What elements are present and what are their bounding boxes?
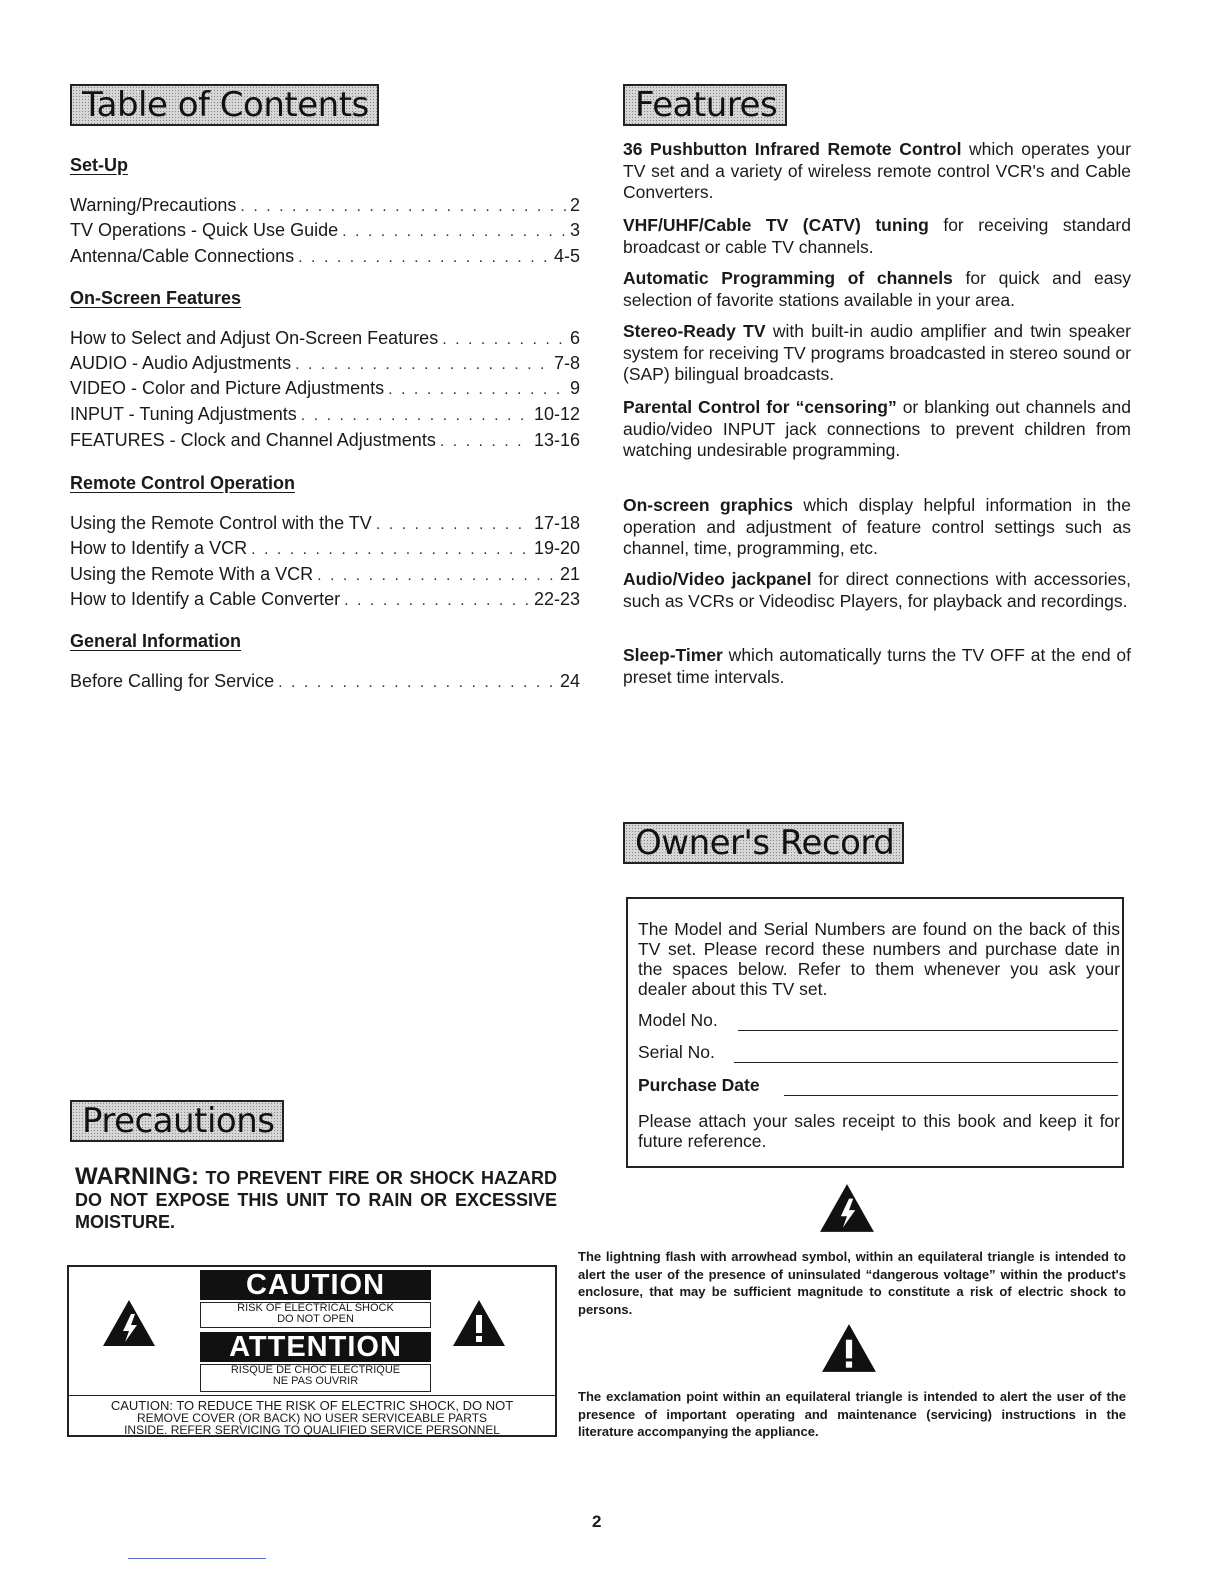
model-label: Model No. [638,1010,718,1030]
attention-label: ATTENTION [200,1332,431,1362]
feature-item: VHF/UHF/Cable TV (CATV) tuning for receiving standard broadcast or cable TV channels. [623,215,1131,257]
toc-entry: AUDIO - Audio Adjustments . . . 7-8 [70,353,580,377]
lightning-symbol-text: The lightning flash with arrowhead symbol, within an equilateral triangle is intended to alert the user of the presence of uninsulated “dangerous voltage” within the product's enclosure, that may be sufficient magnitude to constitute a risk of electric shock to persons. [578,1249,1126,1317]
serial-label: Serial No. [638,1042,715,1062]
caution-label: CAUTION [200,1270,431,1300]
toc-section-onscreen: On-Screen Features [70,288,242,308]
page-number: 2 [592,1512,602,1531]
toc-entry: FEATURES - Clock and Channel Adjustments . . . 13-16 [70,430,580,454]
lightning-symbol-icon [818,1182,876,1234]
toc-entry: VIDEO - Color and Picture Adjustments . . . 9 [70,378,580,402]
toc-entry: TV Operations - Quick Use Guide . . . 3 [70,220,580,244]
receipt-note: Please attach your sales receipt to this book and keep it for future reference. [638,1111,1120,1151]
owners-record-heading: Owner's Record [623,822,904,864]
precautions-heading: Precautions [70,1100,284,1142]
toc-entry: Before Calling for Service . . . 24 [70,671,580,695]
feature-item: 36 Pushbutton Infrared Remote Control which operates your TV set and a variety of wireless remote control VCR's and Cable Converters. [623,139,1131,202]
purchase-date-label: Purchase Date [638,1075,760,1095]
toc-entry: How to Identify a VCR . . . 19-20 [70,538,580,562]
toc-entry: Warning/Precautions . . . 2 [70,195,580,219]
feature-item: Stereo-Ready TV with built-in audio amplifier and twin speaker system for receiving TV programs broadcasted in stereo sound or (SAP) bilingual broadcasts. [623,321,1132,384]
caution-subtext: RISK OF ELECTRICAL SHOCK DO NOT OPEN [200,1302,431,1328]
toc-entry: INPUT - Tuning Adjustments . . . 10-12 [70,404,580,428]
features-heading: Features [623,84,787,126]
warning-text: WARNING: TO PREVENT FIRE OR SHOCK HAZARD DO NOT EXPOSE THIS UNIT TO RAIN OR EXCESSIVE MOISTURE. [75,1163,557,1232]
purchase-date-field[interactable] [784,1095,1118,1096]
feature-item: Parental Control for “censoring” or blanking out channels and audio/video INPUT jack connections to prevent children from watching undesirable programming. [623,397,1131,460]
toc-section-remote: Remote Control Operation [70,473,296,493]
toc-heading: Table of Contents [70,84,379,126]
toc-entry: Using the Remote With a VCR . . . 21 [70,564,580,588]
toc-section-setup: Set-Up [70,155,128,175]
caution-footer: CAUTION: TO REDUCE THE RISK OF ELECTRIC SHOCK, DO NOT REMOVE COVER (OR BACK) NO USER SERVICEABLE PARTS INSIDE. REFER SERVICING TO QUALIFIED SERVICE PERSONNEL [69,1395,555,1435]
lightning-triangle-icon [101,1298,157,1348]
feature-item: Sleep-Timer which automatically turns the TV OFF at the end of preset time intervals. [623,645,1131,687]
exclamation-symbol-icon [820,1322,878,1374]
toc-entry: Antenna/Cable Connections . . . 4-5 [70,246,580,270]
model-field[interactable] [738,1030,1118,1031]
toc-entry: How to Select and Adjust On-Screen Features . . . 6 [70,328,580,352]
feature-item: Audio/Video jackpanel for direct connections with accessories, such as VCRs or Videodisc Players, for playback and recordings. [623,569,1132,611]
attention-subtext: RISQUE DE CHOC ELECTRIQUE NE PAS OUVRIR [200,1364,431,1392]
serial-field[interactable] [734,1062,1118,1063]
feature-item: On-screen graphics which display helpful information in the operation and adjustment of feature control settings such as channel, time, programming, etc. [623,495,1131,558]
feature-item: Automatic Programming of channels for quick and easy selection of favorite stations available in your area. [623,268,1132,310]
toc-section-general: General Information [70,631,242,651]
exclamation-triangle-icon [451,1298,507,1348]
exclamation-symbol-text: The exclamation point within an equilateral triangle is intended to alert the user of the presence of important operating and maintenance (servicing) instructions in the literature accompanying the appliance. [578,1389,1126,1439]
toc-entry: How to Identify a Cable Converter . . . 22-23 [70,589,580,613]
owners-record-intro: The Model and Serial Numbers are found on the back of this TV set. Please record these numbers and purchase date in the spaces below. Refer to them whenever you ask your dealer about this TV set. [638,919,1120,999]
toc-entry: Using the Remote Control with the TV . . . 17-18 [70,513,580,537]
footer-rule [128,1558,266,1559]
